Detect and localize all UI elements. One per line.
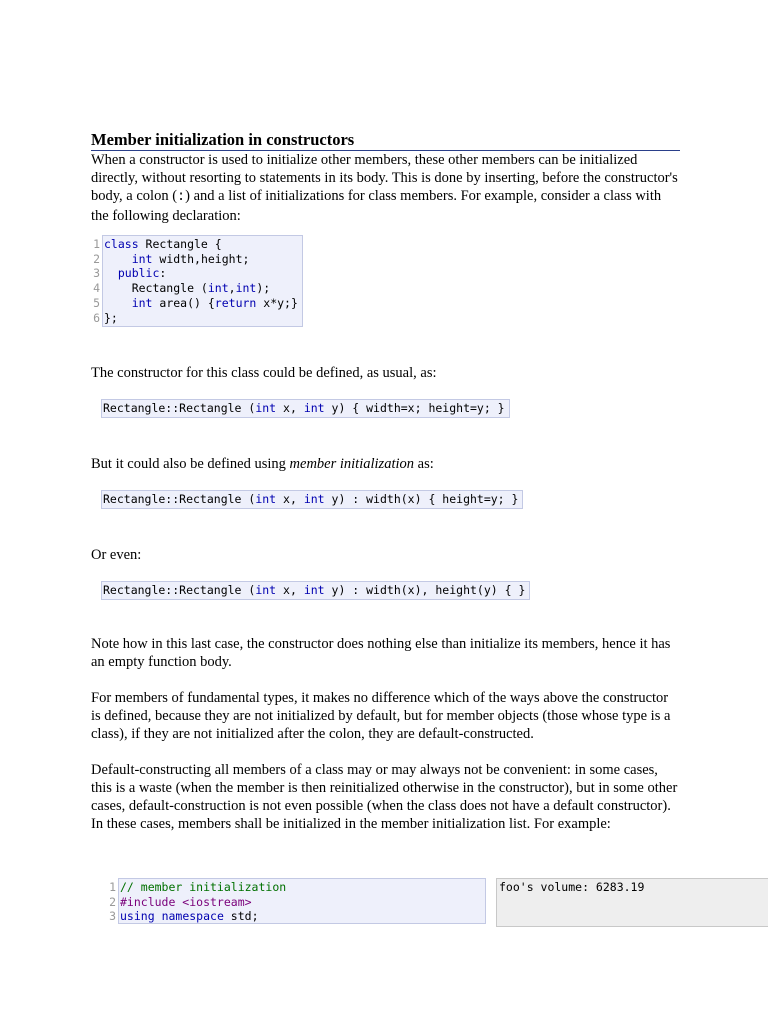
preprocessor: #include <iostream>	[120, 894, 252, 909]
code-text: );	[256, 281, 271, 296]
member-code-row	[91, 490, 680, 509]
code-text: :	[159, 266, 167, 281]
code-text: Rectangle::Rectangle (	[103, 401, 256, 416]
note-paragraph: Note how in this last case, the constructor does nothing else than initialize its members, hence it has an empty function body.	[91, 636, 671, 671]
comment: // member initialization	[120, 880, 287, 894]
program-output: foo's volume: 6283.19	[496, 878, 768, 927]
code-text: ,	[228, 281, 236, 296]
inline-colon: :	[177, 190, 186, 205]
code-text: width,height;	[152, 251, 250, 266]
keyword: int	[235, 281, 257, 296]
usual-code-row	[91, 399, 680, 418]
line-number: 5	[93, 295, 100, 310]
member-init-paragraph	[91, 455, 680, 473]
code-text	[155, 909, 162, 923]
line-number-gutter	[107, 878, 118, 924]
default-paragraph: Default-constructing all members of a class may or may always not be convenient: in some cases, this is a waste (when the member is then reinitialized otherwise in the constructor), but in some other cases, default-construction is not even possible (when the class does not have a default constructor). In these cases, members shall be initialized in the member initialization list. For example:	[91, 762, 678, 833]
even-code	[101, 581, 530, 600]
member-text-b: as:	[414, 456, 434, 473]
or-even-paragraph: Or even:	[91, 547, 142, 564]
code-text: y) { width=x; height=y; }	[324, 401, 505, 416]
line-number: 1	[93, 237, 100, 251]
code-text: area() {	[152, 295, 215, 310]
class-declaration-code	[91, 235, 680, 327]
line-number: 2	[93, 251, 100, 266]
code-text: y) : width(x), height(y) { }	[324, 583, 526, 598]
member-emphasis: member initialization	[289, 456, 415, 473]
code-box	[102, 235, 303, 327]
keyword: using	[120, 909, 155, 924]
intro-text-a: When a constructor is used to initialize other members, these other members can be initialized directly, without resorting to statements in its body. This is done by inserting, before the constructor's body, a colon (	[91, 152, 678, 204]
code-text: std;	[223, 909, 259, 924]
keyword: namespace	[161, 909, 224, 924]
line-number: 2	[109, 894, 116, 909]
code-line	[120, 909, 481, 924]
code-line	[104, 266, 298, 281]
usual-paragraph: The constructor for this class could be defined, as usual, as:	[91, 365, 437, 382]
code-line	[104, 296, 298, 311]
code-text: x,	[276, 401, 304, 416]
indent	[104, 296, 132, 310]
line-number: 1	[109, 880, 116, 894]
usual-code	[101, 399, 510, 418]
keyword: int	[303, 492, 325, 507]
code-text: Rectangle (	[104, 281, 208, 296]
code-text: x,	[276, 583, 304, 598]
code-line	[120, 895, 481, 910]
line-number: 6	[93, 310, 100, 325]
keyword: int	[255, 401, 277, 416]
keyword: return	[214, 295, 257, 310]
code-line	[104, 252, 298, 267]
member-code	[101, 490, 523, 509]
code-line	[104, 281, 298, 296]
line-number: 3	[109, 909, 116, 924]
example-code	[107, 878, 486, 924]
code-line	[104, 311, 298, 326]
intro-text-b: ) and a list of initializations for class members. For example, consider a class with the following declaration:	[91, 188, 662, 224]
keyword: public	[117, 266, 160, 281]
code-text: y) : width(x) { height=y; }	[324, 492, 519, 507]
intro-paragraph	[91, 151, 680, 225]
section-title: Member initialization in constructors	[91, 130, 680, 151]
code-text: x,	[276, 492, 304, 507]
line-number: 3	[93, 266, 100, 281]
code-text: x*y;}	[256, 295, 298, 310]
keyword: class	[104, 237, 139, 251]
fundamental-paragraph: For members of fundamental types, it makes no difference which of the ways above the constructor is defined, because they are not initialized by default, but for member objects (those whose type is a class), if they are not initialized after the colon, they are default-constructed.	[91, 690, 671, 743]
article-body	[91, 130, 680, 833]
keyword: int	[131, 295, 153, 310]
even-code-row	[91, 581, 680, 600]
keyword: int	[207, 281, 229, 296]
keyword: int	[303, 583, 325, 598]
line-number-gutter	[91, 235, 102, 325]
keyword: int	[303, 401, 325, 416]
code-text: Rectangle {	[138, 237, 222, 251]
code-text: Rectangle::Rectangle (	[103, 583, 256, 598]
keyword: int	[255, 492, 277, 507]
code-box	[118, 878, 486, 924]
indent	[104, 266, 118, 280]
code-text: };	[104, 310, 118, 325]
keyword: int	[255, 583, 277, 598]
indent	[104, 252, 132, 266]
code-line	[120, 880, 481, 895]
keyword: int	[131, 251, 153, 266]
code-line	[104, 237, 298, 252]
line-number: 4	[93, 281, 100, 296]
member-text-a: But it could also be defined using	[91, 456, 290, 473]
code-text: Rectangle::Rectangle (	[103, 492, 256, 507]
